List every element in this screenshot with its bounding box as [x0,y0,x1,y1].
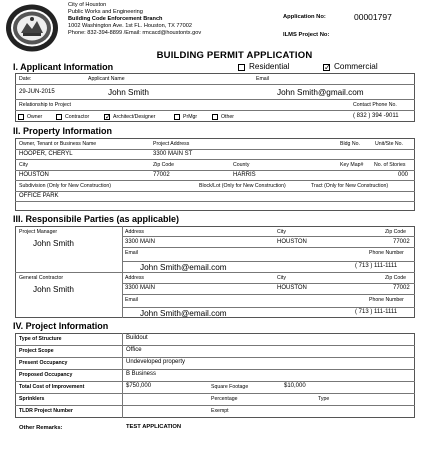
commercial-checkbox[interactable] [323,64,330,71]
org-address: 1002 Washington Ave. 1st FL. Houston, TX 77002 [68,23,192,29]
pm-address-label: Address [125,229,145,235]
project-section-title: IV. Project Information [13,321,109,331]
role-prmgr-label: PrMgr [183,114,198,120]
tract-label: Tract (Only for New Construction) [311,183,389,189]
pm-zip-label: Zip Code [385,229,407,235]
date-value[interactable]: 29-JUN-2015 [19,89,55,95]
subdivision-label: Subdivision (Only for New Construction) [19,183,111,189]
gc-name-value[interactable]: John Smith [33,285,74,294]
ilms-project-label: ILMS Project No: [283,32,330,38]
residential-label: Residential [249,62,290,71]
gc-email-value[interactable]: John Smith@email.com [140,309,227,318]
percentage-label: Percentage [211,396,238,402]
square-footage-value[interactable]: $10,000 [284,383,306,389]
gc-city-label: City [277,275,286,281]
other-remarks-value[interactable]: TEST APPLICATION [126,424,182,430]
key-map-label: Key Map# [340,162,364,168]
project-manager-label: Project Manager [19,229,58,235]
application-no-label: Application No: [283,14,326,20]
total-cost-value[interactable]: $750,000 [126,383,152,389]
city-seal-icon [4,3,60,53]
gc-phone-label: Phone Number [369,297,404,303]
residential-checkbox[interactable] [238,64,245,71]
gc-zip-value[interactable]: 77002 [393,285,410,291]
project-address-label: Project Address [153,141,190,147]
org-branch: Building Code Enforcement Branch [68,16,163,22]
role-contractor-checkbox[interactable] [56,114,62,120]
other-remarks-label: Other Remarks: [19,425,63,431]
pm-phone-label: Phone Number [369,250,404,256]
present-occupancy-label: Present Occupancy [19,360,68,366]
role-other-label: Other [221,114,234,120]
pm-email-value[interactable]: John Smith@email.com [140,263,227,272]
project-scope-value[interactable]: Office [126,347,142,353]
pm-email-label: Email [125,250,138,256]
city-value[interactable]: HOUSTON [19,172,49,178]
present-occupancy-value[interactable]: Undeveloped property [126,359,186,365]
role-owner-checkbox[interactable] [18,114,24,120]
pm-name-value[interactable]: John Smith [33,239,74,248]
owner-value[interactable]: HOOPER, CHERYL [19,151,73,157]
property-section-title: II. Property Information [13,126,113,136]
applicant-section-title: I. Applicant Information [13,62,114,72]
pm-phone-value[interactable]: ( 713 ) 111-1111 [355,263,398,269]
gc-address-label: Address [125,275,145,281]
email-label: Email [256,76,269,82]
pm-city-value[interactable]: HOUSTON [277,239,307,245]
parties-section-title: III. Responsibile Parties (as applicable) [13,214,180,224]
proposed-occupancy-label: Proposed Occupancy [19,372,73,378]
unit-no-label: Unit/Ste No. [375,141,403,147]
role-other-checkbox[interactable] [212,114,218,120]
total-cost-label: Total Cost of Improvement [19,384,85,390]
role-architect-checkbox[interactable] [104,114,110,120]
project-scope-label: Project Scope [19,348,54,354]
applicant-name-value[interactable]: John Smith [108,88,149,97]
pm-zip-value[interactable]: 77002 [393,239,410,245]
structure-type-value[interactable]: Buildout [126,335,148,341]
org-name: City of Houston [68,2,107,8]
relationship-label: Relationship to Project [19,102,71,108]
exempt-label: Exempt [211,408,229,414]
proposed-occupancy-value[interactable]: B Business [126,371,157,377]
applicant-email-value[interactable]: John Smith@gmail.com [277,88,364,97]
application-no-value: 00001797 [354,12,392,22]
zip-value[interactable]: 77002 [153,172,170,178]
pm-city-label: City [277,229,286,235]
bldg-no-label: Bldg No. [340,141,360,147]
org-contact: Phone: 832-394-8899 /Email: rmcacd@houstontx.gov [68,30,202,36]
project-address-value[interactable]: 3300 MAIN ST [153,151,193,157]
gc-phone-value[interactable]: ( 713 ) 111-1111 [355,309,398,315]
subdivision-value[interactable]: OFFICE PARK [19,193,59,199]
owner-label: Owner, Tenant or Business Name [19,141,97,147]
contact-phone-value[interactable]: ( 832 ) 394 -9011 [353,113,399,119]
block-lot-label: Block/Lot (Only for New Construction) [199,183,286,189]
role-owner-label: Owner [27,114,43,120]
general-contractor-label: General Contractor [19,275,64,281]
date-label: Date: [19,76,32,82]
tldr-number-label: TLDR Project Number [19,408,73,414]
page-title: BUILDING PERMIT APPLICATION [156,50,313,61]
county-value[interactable]: HARRIS [233,172,256,178]
gc-zip-label: Zip Code [385,275,407,281]
role-contractor-label: Contractor [65,114,90,120]
square-footage-label: Square Footage [211,384,249,390]
stories-value[interactable]: 000 [398,172,409,178]
role-architect-label: Architect/Designer [113,114,156,120]
gc-city-value[interactable]: HOUSTON [277,285,307,291]
role-prmgr-checkbox[interactable] [174,114,180,120]
type-label: Type [318,396,330,402]
stories-label: No. of Stories [374,162,406,168]
gc-email-label: Email [125,297,138,303]
sprinklers-label: Sprinklers [19,396,45,402]
applicant-name-label: Applicant Name [88,76,125,82]
contact-phone-label: Contact Phone No. [353,102,397,108]
pm-address-value[interactable]: 3300 MAIN [125,239,156,245]
structure-type-label: Type of Structure [19,336,62,342]
commercial-label: Commercial [334,62,378,71]
gc-address-value[interactable]: 3300 MAIN [125,285,156,291]
city-label: City [19,162,28,168]
org-department: Public Works and Engineering [68,9,143,15]
county-label: County [233,162,250,168]
zip-label: Zip Code [153,162,175,168]
